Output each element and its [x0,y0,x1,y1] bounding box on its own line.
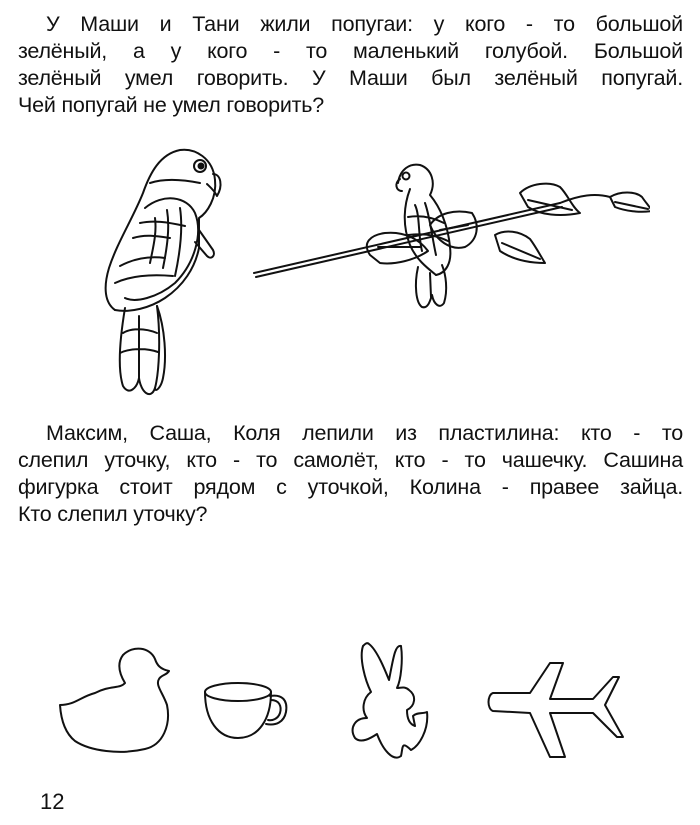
duck-figure [55,645,175,760]
task-2-text [18,420,683,528]
task-1-text [18,11,683,119]
task-1-line-4: Чей попугай не умел говорить? [18,93,325,117]
task-2-line-4: Кто слепил уточку? [18,502,208,526]
airplane-figure [485,655,625,760]
hare-figure [345,640,440,765]
page-number: 12 [40,789,65,814]
small-parrot-on-branch-illustration [250,155,650,310]
task-1-line-1: У Маши и Тани жили попугаи: у кого - то большой [46,12,683,36]
task-2-line-3: фигурка стоит рядом с уточкой, Колина - правее зайца. [18,475,683,499]
task-2-line-2: слепил уточку, кто - то самолёт, кто - то чашечку. Сашина [18,448,683,472]
cup-figure [200,680,300,745]
task-1-line-2: зелёный, а у кого - то маленький голубой. Большой [18,39,683,63]
task-1-line-3: зелёный умел говорить. У Маши был зелёный попугай. [18,66,683,90]
big-parrot-illustration [95,138,235,400]
task-2-line-1: Максим, Саша, Коля лепили из пластилина: кто - то [46,421,683,445]
